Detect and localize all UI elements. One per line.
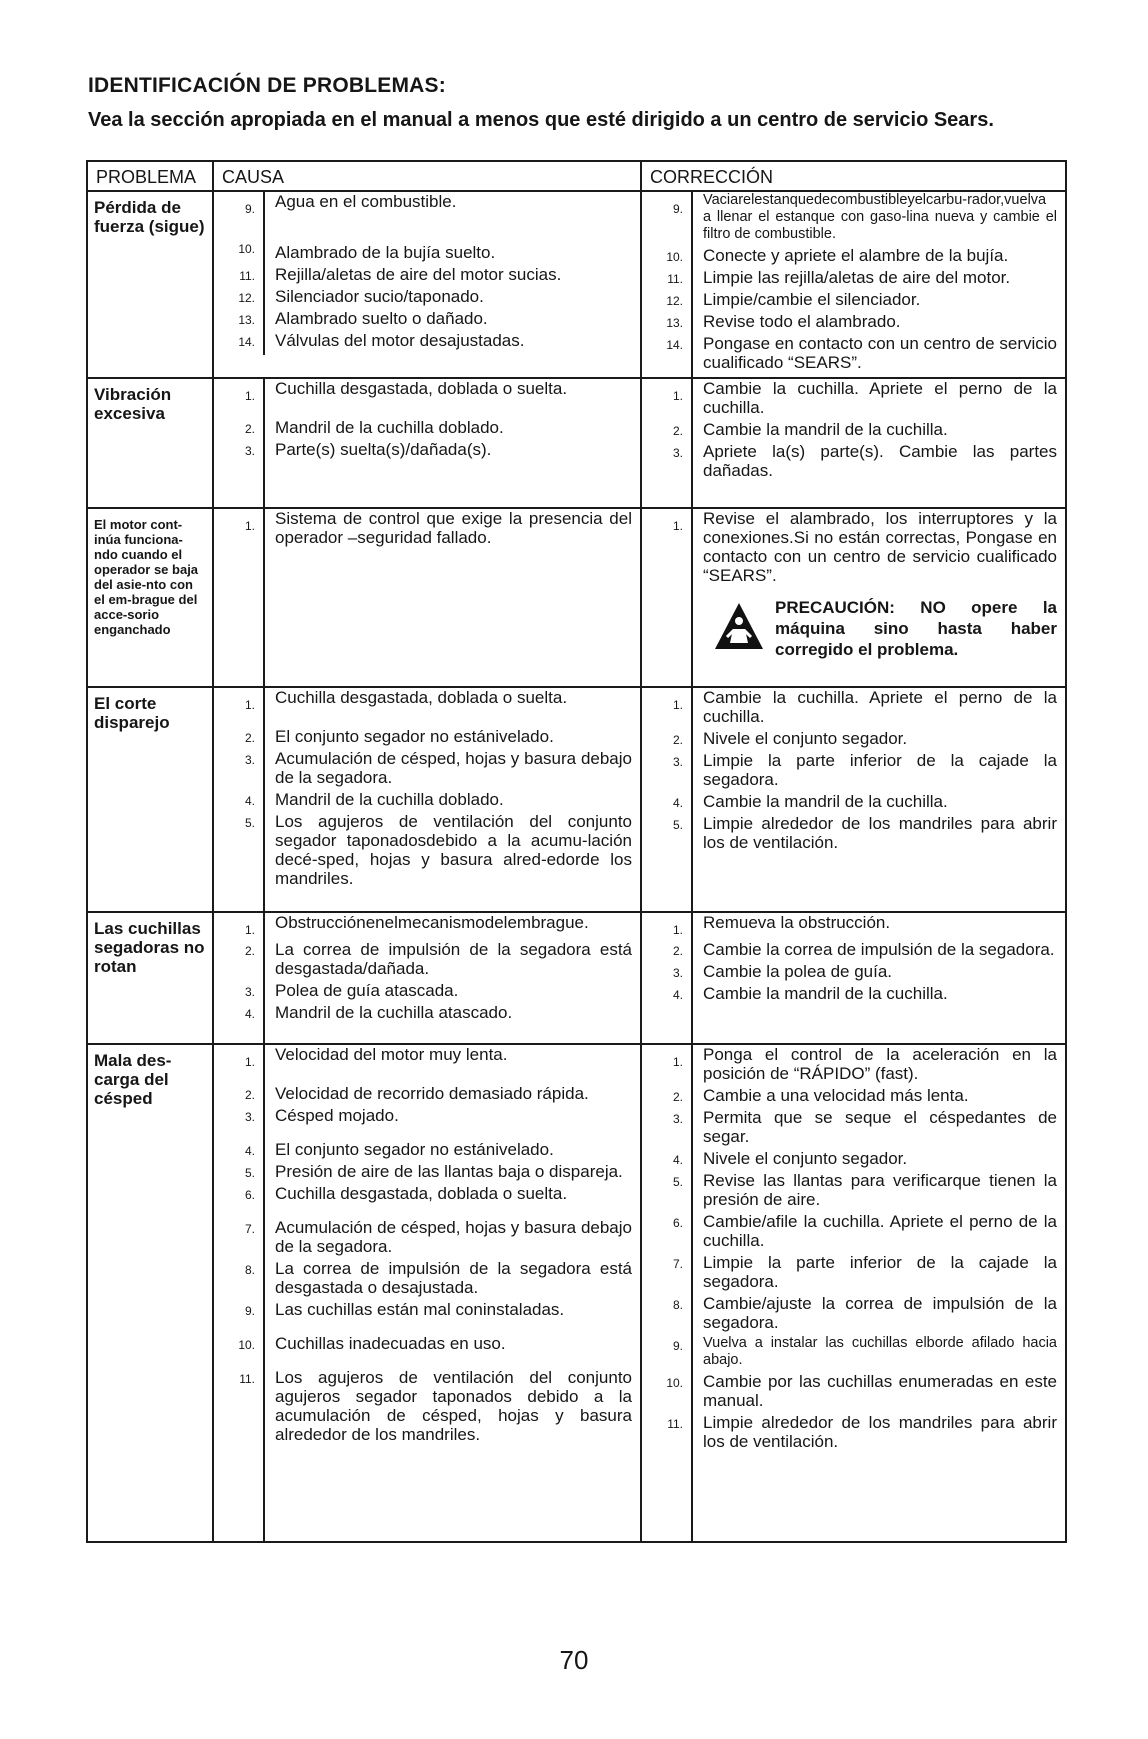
cause-cell: [213, 912, 641, 1044]
table-row: [87, 912, 1066, 1044]
item-number: 5.: [642, 1171, 692, 1212]
correction-cell: [641, 1044, 1066, 1542]
correction-text: Cambie la correa de impulsión de la segadora.: [703, 940, 1055, 959]
correction-cell: [641, 378, 1066, 508]
item-number: 1.: [642, 1045, 692, 1086]
correction-text: Cambie la polea de guía.: [703, 962, 893, 981]
cause-text: Válvulas del motor desajustadas.: [275, 331, 525, 350]
cause-text: Rejilla/aletas de aire del motor sucias.: [275, 265, 562, 284]
item-number: 4.: [214, 1128, 264, 1162]
item-number: 1.: [214, 1045, 264, 1072]
item-number: 5.: [214, 1162, 264, 1184]
item-number: 2.: [642, 420, 692, 442]
problem-cell: El motor cont-inúa funciona-ndo cuando el operador se baja del asie-nto con el em-brague del acce-sorio enganchado: [87, 508, 213, 687]
correction-text: Limpie/cambie el silenciador.: [703, 290, 921, 309]
cause-text: Cuchillas inadecuadas en uso.: [275, 1334, 506, 1353]
item-number: 2.: [214, 715, 264, 749]
item-number: 13.: [642, 312, 692, 334]
cause-text: El conjunto segador no estánivelado.: [275, 1140, 554, 1159]
item-number: 5.: [214, 812, 264, 891]
troubleshooting-table: [86, 160, 1067, 1543]
correction-cell: [641, 687, 1066, 912]
table-header-row: [87, 161, 1066, 191]
correction-text: Limpie la parte inferior de la cajade la segadora.: [703, 1253, 1057, 1291]
correction-text: Vuelva a instalar las cuchillas elborde afilado hacia abajo.: [703, 1335, 1057, 1368]
cause-text: Alambrado de la bujía suelto.: [275, 243, 496, 262]
item-number: 4.: [214, 1003, 264, 1025]
item-number: 4.: [642, 1149, 692, 1171]
page-subtitle: Vea la sección apropiada en el manual a menos que esté dirigido a un centro de servicio Sears.: [88, 109, 994, 131]
correction-text: Nivele el conjunto segador.: [703, 729, 908, 748]
correction-text: Cambie por las cuchillas enumeradas en este manual.: [703, 1372, 1057, 1410]
cause-text: Mandril de la cuchilla atascado.: [275, 1003, 513, 1022]
item-number: 1.: [642, 509, 692, 669]
cause-cell: [213, 378, 641, 508]
item-number: 1.: [214, 688, 264, 715]
item-number: 3.: [214, 981, 264, 1003]
item-number: 6.: [214, 1184, 264, 1206]
item-number: 10.: [214, 1322, 264, 1356]
problem-cell: Pérdida de fuerza (sigue): [87, 191, 213, 378]
table-row: [87, 378, 1066, 508]
item-number: 4.: [214, 790, 264, 812]
item-number: 2.: [642, 940, 692, 962]
cause-text: Cuchilla desgastada, doblada o suelta.: [275, 688, 568, 707]
item-number: 9.: [214, 192, 264, 219]
item-number: 4.: [642, 792, 692, 814]
cause-text: Cuchilla desgastada, doblada o suelta.: [275, 1184, 568, 1203]
correction-text: Pongase en contacto con un centro de servicio cualificado “SEARS”.: [703, 334, 1057, 372]
correction-text: Cambie/afile la cuchilla. Apriete el perno de la cuchilla.: [703, 1212, 1057, 1250]
item-number: 1.: [214, 379, 264, 406]
cause-text: Los agujeros de ventilación del conjunto agujeros segador taponados debido a la acumulación de césped, hojas y basura alrededor de los mandriles.: [275, 1368, 632, 1444]
item-number: 1.: [642, 688, 692, 729]
cause-text: Velocidad de recorrido demasiado rápida.: [275, 1084, 589, 1103]
item-number: 11.: [642, 268, 692, 290]
table-row: [87, 191, 1066, 378]
item-number: 9.: [214, 1300, 264, 1322]
problem-cell: El corte disparejo: [87, 687, 213, 912]
cause-text: Silenciador sucio/taponado.: [275, 287, 484, 306]
item-number: 5.: [642, 814, 692, 855]
column-header-correction: CORRECCIÓN: [641, 161, 1066, 191]
cause-text: Obstrucciónenelmecanismodelembrague.: [275, 913, 589, 932]
cause-text: Agua en el combustible.: [275, 192, 457, 211]
correction-text: Limpie alrededor de los mandriles para abrir los de ventilación.: [703, 1413, 1057, 1451]
correction-text: Conecte y apriete el alambre de la bujía.: [703, 246, 1009, 265]
cause-text: Sistema de control que exige la presencia del operador –seguridad fallado.: [275, 509, 632, 547]
correction-text: Cambie la mandril de la cuchilla.: [703, 792, 948, 811]
correction-text: Permita que se seque el céspedantes de segar.: [703, 1108, 1057, 1146]
cause-text: Mandril de la cuchilla doblado.: [275, 418, 504, 437]
item-number: 11.: [214, 1356, 264, 1447]
caution-text: PRECAUCIÓN: NO opere la máquina sino hasta haber corregido el problema.: [775, 598, 1057, 659]
item-number: 2.: [214, 406, 264, 440]
cause-text: Mandril de la cuchilla doblado.: [275, 790, 504, 809]
cause-text: Las cuchillas están mal coninstaladas.: [275, 1300, 565, 1319]
column-header-problem: PROBLEMA: [87, 161, 213, 191]
item-number: 9.: [642, 192, 692, 246]
item-number: 7.: [642, 1253, 692, 1294]
item-number: 9.: [642, 1335, 692, 1372]
correction-text: Vaciarelestanquedecombustibleyelcarbu-rador,vuelva a llenar el estanque con gaso-lina nueva y cambie el filtro de combustible.: [703, 192, 1057, 242]
item-number: 10.: [642, 246, 692, 268]
cause-text: Césped mojado.: [275, 1106, 399, 1125]
cause-text: Cuchilla desgastada, doblada o suelta.: [275, 379, 568, 398]
correction-text: Revise todo el alambrado.: [703, 312, 901, 331]
cause-text: Alambrado suelto o dañado.: [275, 309, 488, 328]
correction-text: Limpie la parte inferior de la cajade la segadora.: [703, 751, 1057, 789]
item-number: 1.: [214, 913, 264, 940]
item-number: 12.: [642, 290, 692, 312]
item-number: 2.: [214, 1072, 264, 1106]
cause-text: Parte(s) suelta(s)/dañada(s).: [275, 440, 492, 459]
cause-text: Presión de aire de las llantas baja o dispareja.: [275, 1162, 623, 1181]
correction-text: Nivele el conjunto segador.: [703, 1149, 908, 1168]
item-number: 3.: [642, 751, 692, 792]
warning-triangle-icon: [713, 601, 765, 653]
item-number: 8.: [214, 1259, 264, 1300]
table-row: [87, 508, 1066, 687]
table-row: [87, 1044, 1066, 1542]
item-number: 10.: [642, 1372, 692, 1413]
cause-text: El conjunto segador no estánivelado.: [275, 727, 554, 746]
item-number: 1.: [642, 913, 692, 940]
cause-text: Los agujeros de ventilación del conjunto segador taponadosdebido a la acumu-lación decé-sped, hojas y basura alred-edorde los mandriles.: [275, 812, 632, 888]
page-title: IDENTIFICACIÓN DE PROBLEMAS:: [88, 74, 446, 97]
problem-cell: Vibración excesiva: [87, 378, 213, 508]
correction-text: Apriete la(s) parte(s). Cambie las partes dañadas.: [703, 442, 1057, 480]
correction-cell: [641, 191, 1066, 378]
item-number: 1.: [642, 379, 692, 420]
item-number: 2.: [214, 940, 264, 981]
item-number: 1.: [214, 509, 264, 550]
correction-text: Cambie la cuchilla. Apriete el perno de la cuchilla.: [703, 379, 1057, 417]
item-number: 6.: [642, 1212, 692, 1253]
correction-text: Ponga el control de la aceleración en la posición de “RÁPIDO” (fast).: [703, 1045, 1057, 1083]
correction-cell: [641, 508, 1066, 687]
problem-cell: Mala des-carga del césped: [87, 1044, 213, 1542]
table-row: [87, 687, 1066, 912]
page-number: 70: [559, 1645, 589, 1675]
item-number: 8.: [642, 1294, 692, 1335]
correction-text: Cambie a una velocidad más lenta.: [703, 1086, 969, 1105]
correction-text: Limpie alrededor de los mandriles para abrir los de ventilación.: [703, 814, 1057, 852]
correction-text: [692, 509, 1065, 669]
correction-cell: [641, 912, 1066, 1044]
correction-text: Remueva la obstrucción.: [703, 913, 891, 932]
item-number: 3.: [214, 440, 264, 462]
item-number: 11.: [642, 1413, 692, 1454]
correction-text: Cambie/ajuste la correa de impulsión de la segadora.: [703, 1294, 1057, 1332]
item-number: 7.: [214, 1206, 264, 1259]
item-number: 3.: [214, 749, 264, 790]
correction-text: Revise las llantas para verificarque tienen la presión de aire.: [703, 1171, 1057, 1209]
cause-cell: [213, 1044, 641, 1542]
item-number: 3.: [642, 442, 692, 483]
item-number: 14.: [214, 331, 264, 353]
item-number: 2.: [642, 729, 692, 751]
cause-cell: [213, 191, 641, 378]
item-number: 3.: [642, 962, 692, 984]
correction-text: Cambie la mandril de la cuchilla.: [703, 984, 948, 1003]
item-number: 3.: [214, 1106, 264, 1128]
item-number: 12.: [214, 287, 264, 309]
cause-text: Acumulación de césped, hojas y basura debajo de la segadora.: [275, 749, 632, 787]
item-number: 14.: [642, 334, 692, 375]
correction-text: Cambie la cuchilla. Apriete el perno de la cuchilla.: [703, 688, 1057, 726]
correction-text: Limpie las rejilla/aletas de aire del motor.: [703, 268, 1011, 287]
cause-text: La correa de impulsión de la segadora está desgastada/dañada.: [275, 940, 632, 978]
cause-cell: [213, 508, 641, 687]
correction-text-line: Revise el alambrado, los interruptores y la conexiones.Si no están correctas, Pongase en contacto con un centro de servicio cualificado “SEARS”.: [703, 509, 1057, 585]
cause-text: Polea de guía atascada.: [275, 981, 459, 1000]
problem-cell: Las cuchillas segadoras no rotan: [87, 912, 213, 1044]
column-header-cause: CAUSA: [213, 161, 641, 191]
item-number: 11.: [214, 265, 264, 287]
cause-text: Acumulación de césped, hojas y basura debajo de la segadora.: [275, 1218, 632, 1256]
caution-warning: [713, 597, 1057, 660]
cause-text: Velocidad del motor muy lenta.: [275, 1045, 508, 1064]
item-number: 2.: [642, 1086, 692, 1108]
cause-text: La correa de impulsión de la segadora está desgastada o desajustada.: [275, 1259, 632, 1297]
item-number: 3.: [642, 1108, 692, 1149]
correction-text: Cambie la mandril de la cuchilla.: [703, 420, 948, 439]
cause-cell: [213, 687, 641, 912]
item-number: 10.: [214, 219, 264, 265]
item-number: 4.: [642, 984, 692, 1006]
item-number: 13.: [214, 309, 264, 331]
